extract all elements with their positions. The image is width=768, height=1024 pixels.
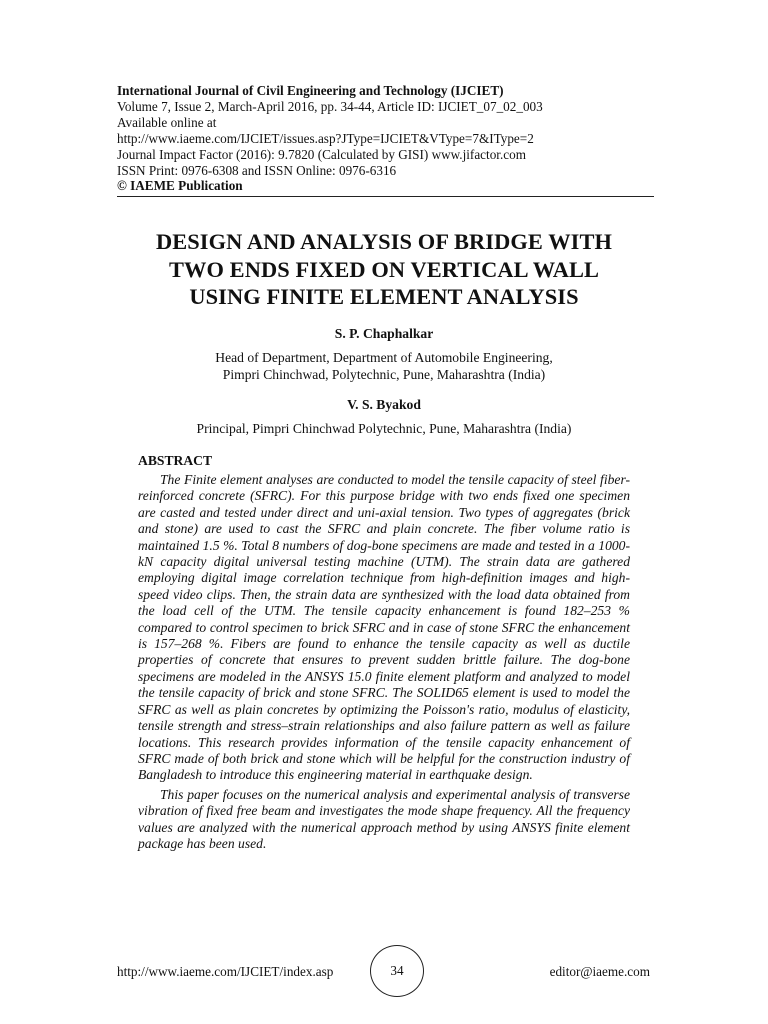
author-affiliation: Head of Department, Department of Automobile Engineering, — [215, 349, 553, 365]
author-affiliation: Pimpri Chinchwad, Polytechnic, Pune, Maharashtra (India) — [222, 367, 546, 382]
author-block-1 — [117, 325, 651, 384]
issues-url[interactable]: http://www.iaeme.com/IJCIET/issues.asp?JType=IJCIET&VType=7&IType=2 — [117, 130, 534, 146]
abstract-body — [138, 472, 630, 855]
journal-name: International Journal of Civil Engineering and Technology (IJCIET) — [117, 83, 504, 98]
impact-factor: Journal Impact Factor (2016): 9.7820 (Calculated by GISI) www.jifactor.com — [117, 146, 526, 162]
author-name: S. P. Chaphalkar — [334, 326, 434, 341]
abstract-paragraph: The Finite element analyses are conducted to model the tensile capacity of steel fiber-reinforced concrete (SFRC). For this purpose bridge with two ends fixed one specimen are casted and tested under direct and uni-axial tension. Two types of aggregates (brick and stone) are used to cast the SFRC and plain concrete. The fiber volume ratio is maintained 1.5 %. Total 8 numbers of dog-bone specimens are made and tested in a 1000-kN capacity digital universal testing machine (UTM). The strain data are gathered employing digital image correlation technique from high-definition images and high-speed video clips. Then, the strain data are synthesized with the load data obtained from the load cell of the UTM. The tensile capacity enhancement is found 182–253 % compared to control specimen to brick SFRC and in case of stone SFRC the enhancement is 157–268 %. Fibers are found to enhance the tensile capacity as well as ductile properties of concrete that ensures to prevent sudden brittle failure. The dog-bone specimens are modeled in the ANSYS 15.0 finite element platform and analyzed to model the tensile capacity of brick and stone SFRC. The SOLID65 element is used to model the SFRC as well as plain concretes by optimizing the Poisson's ratio, modulus of elasticity, tensile strength and stress–strain relationships and also failure pattern as well as failure locations. This research provides information of the tensile capacity enhancement of SFRC made of both brick and stone which will be helpful for the construction industry of Bangladesh to introduce this engineering material in earthquake design. — [138, 472, 630, 783]
author-name: V. S. Byakod — [347, 397, 421, 412]
footer-email[interactable]: editor@iaeme.com — [549, 964, 650, 979]
abstract-heading: ABSTRACT — [138, 453, 213, 468]
volume-issue-line: Volume 7, Issue 2, March-April 2016, pp. 34-44, Article ID: IJCIET_07_02_003 — [117, 98, 543, 114]
footer-url[interactable]: http://www.iaeme.com/IJCIET/index.asp — [117, 964, 334, 979]
page-footer — [117, 944, 654, 1000]
title-line-3: USING FINITE ELEMENT ANALYSIS — [189, 284, 579, 309]
page-number: 34 — [390, 963, 404, 978]
title-line-2: TWO ENDS FIXED ON VERTICAL WALL — [168, 256, 600, 282]
journal-header — [117, 83, 657, 194]
author-block-2 — [117, 396, 651, 437]
issn-line: ISSN Print: 0976-6308 and ISSN Online: 0976-6316 — [117, 162, 397, 178]
abstract-paragraph: This paper focuses on the numerical analysis and experimental analysis of transverse vibration of fixed free beam and investigates the mode shape frequency. All the frequency values are analyzed with the numerical approach method by using ANSYS finite element package has been used. — [138, 786, 630, 851]
header-divider — [117, 196, 654, 197]
page-number-circle — [370, 945, 424, 997]
available-online-label: Available online at — [117, 114, 217, 130]
author-affiliation: Principal, Pimpri Chinchwad Polytechnic, Pune, Maharashtra (India) — [196, 420, 572, 436]
publisher: © IAEME Publication — [117, 178, 243, 194]
paper-title — [90, 228, 678, 311]
title-line-1: DESIGN AND ANALYSIS OF BRIDGE WITH — [155, 229, 613, 254]
